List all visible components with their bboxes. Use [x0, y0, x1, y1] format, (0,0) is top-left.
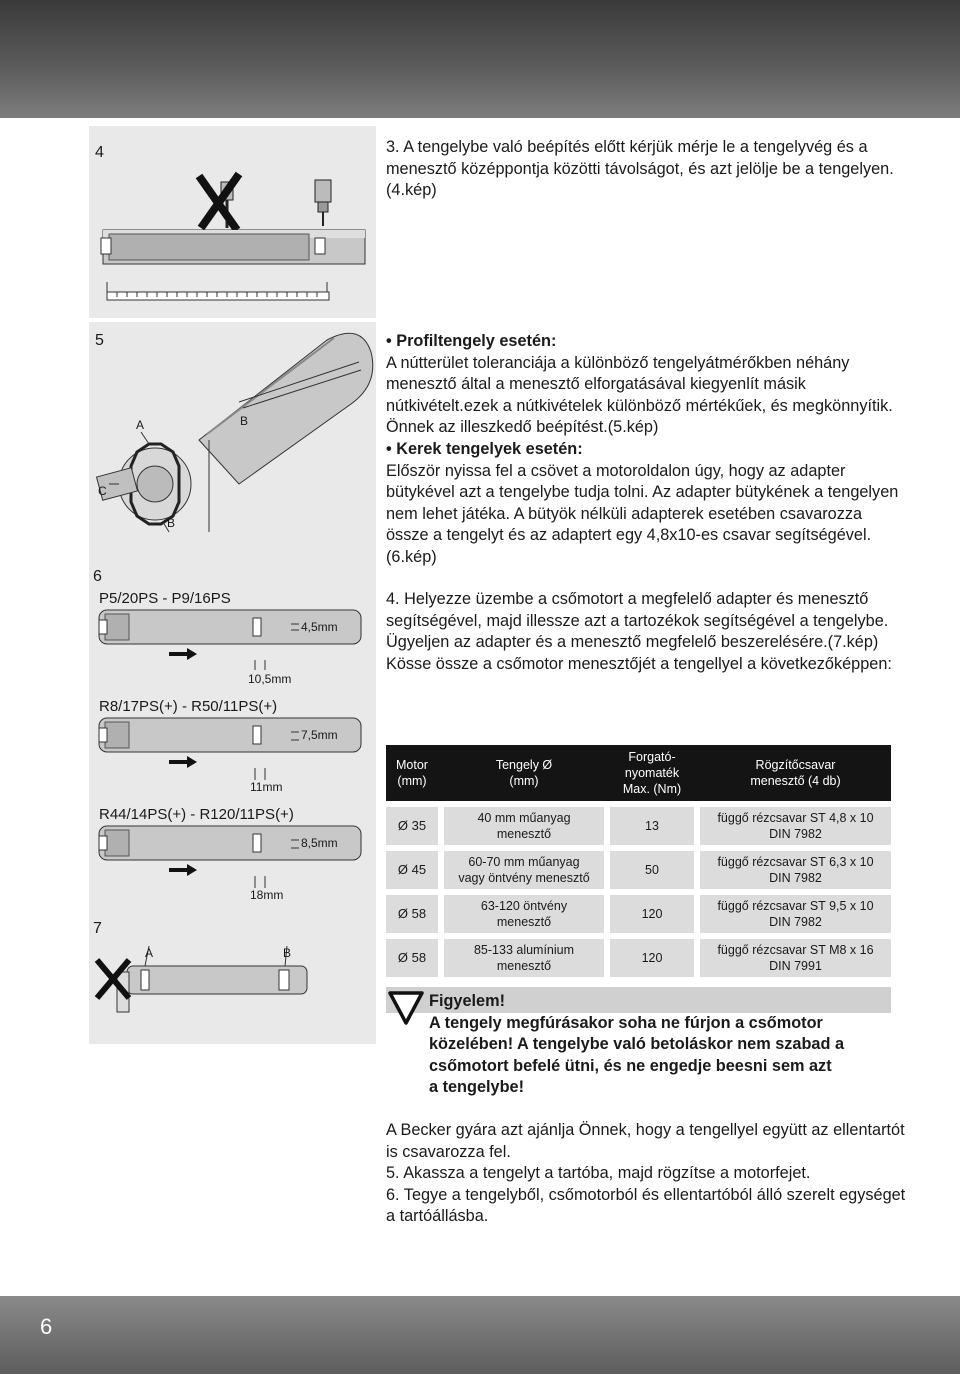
shaft-types-text	[386, 331, 906, 569]
figure-6-row2-title: R8/17PS(+) - R50/11PS(+)	[99, 698, 278, 715]
cell-tengely: 85-133 alumínium menesztő	[444, 939, 604, 977]
figure-5-label-c: C	[98, 484, 107, 498]
step-4-text	[386, 589, 906, 675]
header-tengely: Tengely Ø (mm)	[495, 758, 553, 788]
cell-screw: függő rézcsavar ST 6,3 x 10 DIN 7982	[700, 851, 891, 889]
cell-motor: Ø 58	[386, 895, 438, 933]
figure-number: 6	[93, 568, 102, 585]
figure-4-panel	[89, 126, 376, 318]
header-screw: Rögzítőcsavar menesztő (4 db)	[750, 758, 841, 788]
cell-torque: 120	[610, 939, 694, 977]
round-shaft-body: Először nyissa fel a csövet a motoroldalon úgy, hogy az adapter bütykével azt a tengelybe tudja tolni. Az adapter bütykének a tengelyen nem lehet játéka. A bütyök nélküli adapterek esetében csavarozza össze a tengelyt és az adaptert egy 4,8x10-es csavar segítségével. (6.kép)	[386, 461, 899, 566]
step-3-paragraph: 3. A tengelybe való beépítés előtt kérjük mérje le a tengelyvég és a menesztő középpontja közötti távolságot, és azt jelölje be a tengelyen.(4.kép)	[386, 138, 894, 200]
profile-shaft-heading: • Profiltengely esetén:	[386, 332, 557, 350]
figure-4-drawing	[89, 126, 376, 318]
cell-motor: Ø 45	[386, 851, 438, 889]
cell-torque: 120	[610, 895, 694, 933]
figure-number: 5	[95, 332, 104, 349]
figure-5-7-panel	[89, 322, 376, 1044]
page-number: 6	[40, 1314, 53, 1339]
becker-recommendation: A Becker gyára azt ajánlja Önnek, hogy a tengellyel együtt az ellentartót is csavarozza fel.	[386, 1121, 905, 1161]
warning-triangle-icon	[388, 991, 424, 1025]
table-row	[386, 939, 891, 977]
figure-6-row1-offset: 10,5mm	[248, 672, 292, 686]
spec-table-header	[386, 745, 891, 801]
figure-5-label-b: B	[167, 516, 176, 530]
cell-motor: Ø 35	[386, 807, 438, 845]
figure-6-row3-offset: 18mm	[250, 888, 284, 902]
header-motor: Motor (mm)	[396, 758, 428, 788]
figure-number: 7	[93, 920, 102, 937]
round-shaft-heading: • Kerek tengelyek esetén:	[386, 439, 583, 458]
cell-screw: függő rézcsavar ST M8 x 16 DIN 7991	[700, 939, 891, 977]
cell-torque: 13	[610, 807, 694, 845]
warning-box	[386, 987, 891, 1099]
cell-tengely: 40 mm műanyag menesztő	[444, 807, 604, 845]
step-6-paragraph: 6. Tegye a tengelyből, csőmotorból és ellentartóból álló szerelt egységet a tartóállásba.	[386, 1185, 906, 1226]
table-row	[386, 851, 891, 889]
profile-shaft-body: A nútterület toleranciája a különböző tengelyátmérőkben néhány menesztő által a menesztő elforgatásával kiegyenlít másik nútkivételt.ezek a nútkivételek különböző mértékűek, és megkönnyítik. Önnek az illeszkedő beépítést.(5.kép)	[386, 353, 893, 437]
figure-5-label-a: A	[136, 418, 145, 432]
figure-6-row2-offset: 11mm	[250, 780, 283, 794]
cell-tengely: 63-120 öntvény menesztő	[444, 895, 604, 933]
figure-6-row1-title: P5/20PS - P9/16PS	[99, 590, 231, 607]
warning-text: Figyelem! A tengely megfúrásakor soha ne fúrjon a csőmotor közelében! A tengelybe való betoláskor nem szabad a csőmotort befelé ütni, és ne engedje beesni sem azt a tengelybe!	[429, 992, 844, 1097]
table-row	[386, 895, 891, 933]
step-5-paragraph: 5. Akassza a tengelyt a tartóba, majd rögzítse a motorfejet.	[386, 1164, 811, 1183]
header-torque: Forgató- nyomaték Max. (Nm)	[622, 750, 682, 796]
cell-torque: 50	[610, 851, 694, 889]
step-4-paragraph: 4. Helyezze üzembe a csőmotort a megfelelő adapter és menesztő segítségével, majd illessze azt a tartozékok segítségével a tengelybe. Ügyeljen az adapter és a menesztő megfelelő beszerelésére.(7.kép)	[386, 590, 889, 652]
figure-5-label-b-top: B	[240, 414, 249, 428]
cell-tengely: 60-70 mm műanyag vagy öntvény menesztő	[444, 851, 604, 889]
table-row	[386, 807, 891, 845]
step-4-connect: Kösse össze a csőmotor menesztőjét a tengellyel a következőképpen:	[386, 654, 892, 673]
figure-6-row3-title: R44/14PS(+) - R120/11PS(+)	[99, 806, 294, 823]
figure-6-row1-depth: 4,5mm	[301, 620, 338, 634]
figure-6-row2-depth: 7,5mm	[301, 728, 338, 742]
cell-motor: Ø 58	[386, 939, 438, 977]
figure-5-drawing	[89, 322, 376, 562]
figure-number: 4	[95, 144, 104, 161]
page-header-band	[0, 0, 960, 118]
step-3-text	[386, 137, 906, 202]
figure-7-label-b: B	[283, 946, 292, 960]
figure-7-label-a: A	[145, 946, 154, 960]
cell-screw: függő rézcsavar ST 9,5 x 10 DIN 7982	[700, 895, 891, 933]
final-steps-text	[386, 1120, 906, 1228]
figure-6-row3-depth: 8,5mm	[301, 836, 338, 850]
page-footer-band	[0, 1296, 960, 1374]
cell-screw: függő rézcsavar ST 4,8 x 10 DIN 7982	[700, 807, 891, 845]
